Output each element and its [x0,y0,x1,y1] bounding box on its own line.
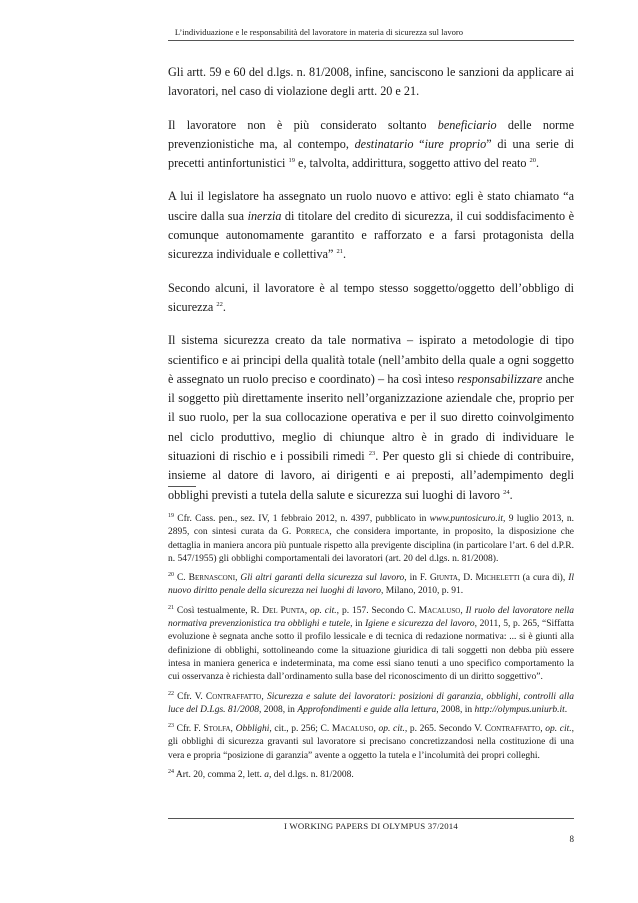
italic-run: Igiene e sicurezza del lavoro [365,619,475,630]
footnote-23 [168,723,574,763]
text-run: ” di una serie di precetti antinfortunistici [168,136,574,171]
italic-run: Il ruolo del lavoratore nella normativa prevenzionistica tra obblighi e tutele [168,605,575,630]
paragraph-4 [168,279,574,318]
text-run: , cit., p. 256; C. [269,724,332,735]
footnote-20 [168,572,574,599]
author-name: Micheletti [475,573,520,584]
text-run: Così testualmente, R. [174,605,263,616]
paragraph-1: Gli artt. 59 e 60 del d.lgs. n. 81/2008, infine, sanciscono le sanzioni da applicare ai lavoratori, nel caso di violazione degli artt. 20 e 21. [168,65,574,99]
text-run: , [230,724,236,735]
footnote-number: 21 [168,604,174,611]
italic-run: beneficiario [437,117,497,132]
text-run: , [373,724,379,735]
text-run: di titolare del credito di sicurezza, il cui soddisfacimento è comunque autonomamente garantito e rafforzato e a farsi protagonista della sicurezza individuale e collettiva” [168,208,575,262]
italic-run: Obblighi [235,724,270,735]
footnote-ref-21[interactable]: 21 [336,248,344,256]
text-run: delle norme prevenzionistiche ma, al contempo, [168,117,574,151]
text-run: “ [413,136,425,151]
footnote-ref-22[interactable]: 22 [216,300,223,308]
text-run: , [261,691,267,702]
text-run: , D. [457,573,476,584]
running-header: L’individuazione e le responsabilità del lavoratore in materia di sicurezza sul lavoro [174,27,464,37]
text-run: C. [174,573,189,584]
footnote-ref-20[interactable]: 20 [529,157,537,165]
text-run: , in [350,619,366,630]
body-text [168,63,574,519]
footnote-19 [168,513,574,566]
footnote-separator [168,486,196,487]
footnote-22 [168,691,574,718]
paragraph-2 [168,116,574,174]
text-run: e, talvolta, addirittura, soggetto attivo del reato [294,156,530,171]
footnote-number: 20 [168,572,174,579]
author-name: Contraffatto [205,691,262,702]
italic-run: op. cit. [545,724,572,735]
italic-run: op. cit. [378,724,405,735]
text-run: anche il soggetto più direttamente inserito nell’organizzazione aziendale che, proprio per il suo ruolo, per la sua collocazione operativa e per il suo diretto coinvolgimento nel ciclo produttivo, meglio di chiunque altro è in grado di individuare le situazioni di rischio e i possibili rimedi [168,371,574,464]
text-run: Il sistema sicurezza creato da tale normativa – ispirato a metodologie di tipo scientifico e ai principi della qualità totale (nell’ambito della quale a ogni soggetto è assegnato un ruolo preciso e coordinato) – ha così inteso [168,333,574,386]
text-run: Secondo alcuni, il lavoratore è al tempo stesso soggetto/oggetto dell’obbligo di sicurezza [168,280,574,314]
author-name: Macaluso [331,724,374,735]
author-name: Macaluso [418,605,461,616]
footnote-24 [168,769,574,782]
text-run: . Per questo gli si chiede di contribuire, insieme al datore di lavoro, ai dirigenti e ai preposti, all’adempimento degli obblighi previsti a tutela della salute e sicurezza sui luoghi di lavoro [168,449,574,502]
paragraph-3 [168,187,574,264]
text-run: Cfr. F. [174,724,204,735]
page-number: 8 [569,834,574,844]
italic-run: responsabilizzare [457,371,543,386]
text-run: . [564,704,568,715]
text-run: , Milano, 2010, p. 91. [381,586,464,597]
text-run: Il lavoratore non è più considerato soltanto [168,117,438,132]
text-run: , p. 157. Secondo C. [336,605,419,616]
text-run: , p. 265. Secondo V. [404,724,485,735]
author-name: Contraffatto [484,724,541,735]
author-name: Bernasconi [188,573,236,584]
footnotes [168,513,574,788]
footnote-number: 24 [168,769,174,776]
text-run: Art. 20, comma 2, lett. [174,770,265,781]
italic-run: Sicurezza e salute dei lavoratori: posizioni di garanzia, obblighi, controlli alla luce del D.Lgs. 81/2008 [168,691,575,715]
italic-run: Approfondimenti e guide alla lettura [297,704,437,715]
text-run: , 2008, in [259,704,298,715]
text-run: , [540,724,546,735]
text-run: , 9 luglio 2013, n. 2895, con sintesi curata da G. [168,514,575,538]
text-run: , [235,573,241,584]
text-run: Cfr. Cass. pen., sez. IV, 1 febbraio 2012, n. 4397, pubblicato in [174,514,430,524]
italic-run: Il nuovo diritto penale della sicurezza nei luoghi di lavoro [168,573,574,597]
text-run: , in F. [404,573,430,584]
paragraph-5 [168,331,574,505]
text-run: . [222,299,226,314]
author-name: Stolfa [203,724,231,735]
text-run: , 2008, in [436,704,475,715]
footnote-ref-19[interactable]: 19 [288,157,295,165]
footnote-21 [168,605,574,685]
italic-run: inerzia [247,208,282,223]
italic-run: op. cit. [309,605,337,616]
text-run: A lui il legislatore ha assegnato un ruolo nuovo e attivo: egli è stato chiamato “a uscire dalla sua [168,189,574,223]
footer-series-title: I WORKING PAPERS DI OLYMPUS 37/2014 [283,821,458,831]
footnote-ref-23[interactable]: 23 [368,450,376,458]
text-run: , [460,605,466,616]
footnote-number: 23 [168,723,174,730]
italic-run: iure proprio [424,136,487,151]
italic-run: a [264,770,269,781]
footnote-number: 19 [168,513,174,519]
italic-run: destinatario [354,136,414,151]
text-run: (a cura di), [519,573,569,584]
author-name: Del Punta [262,605,305,616]
footnote-number: 22 [168,690,174,697]
footnote-ref-24[interactable]: 24 [503,488,510,496]
text-run: , 2011, 5, p. 265, “Siffatta evoluzione è segnata anche sotto il profilo lessicale e di tecnica di redazione normativa: ... si è giunti alla definizione di obblighi, sottolineando come la situazione giuridica di tali soggetti non debba più essere intesa in maniera generica e indeterminata, ma come essi siano tenuti a uno specifico comportamento la cui osservanza è richiesta dall’ordinamento sulla base del riconoscimento di un diritto soggettivo”. [168,619,574,683]
author-name: Porreca [295,527,330,538]
text-run: . [536,156,540,171]
text-run: , gli obblighi di sicurezza gravanti sul lavoratore si precisano concretizzandosi nella costituzione di una vera e propria “posizione di garanzia” avente a oggetto la tutela e l’incolumità dei propri colleghi. [168,724,575,761]
link-text[interactable]: http://olympus.uniurb.it [474,704,565,715]
header-rule [168,40,574,41]
text-run: . [509,487,513,502]
italic-run: www.puntosicuro.it [429,514,504,524]
text-run: . [343,247,347,262]
text-run: , del d.lgs. n. 81/2008. [269,770,354,781]
text-run: , [304,605,310,616]
text-run: Cfr. V. [174,691,206,702]
footer-rule [168,818,574,819]
italic-run: Gli altri garanti della sicurezza sul lavoro [240,573,405,584]
text-run: , che considera importante, in proposito, la disposizione che dettaglia in maniera ancora più puntuale rispetto alla previgente disciplina (in particolare l’art. 6 del d.P.R. n. 547/1955) gli obblighi comportamentali dei lavoratori (art. 20 del d.lgs. n. 81/2008). [168,527,574,564]
author-name: Giunta [429,573,458,584]
